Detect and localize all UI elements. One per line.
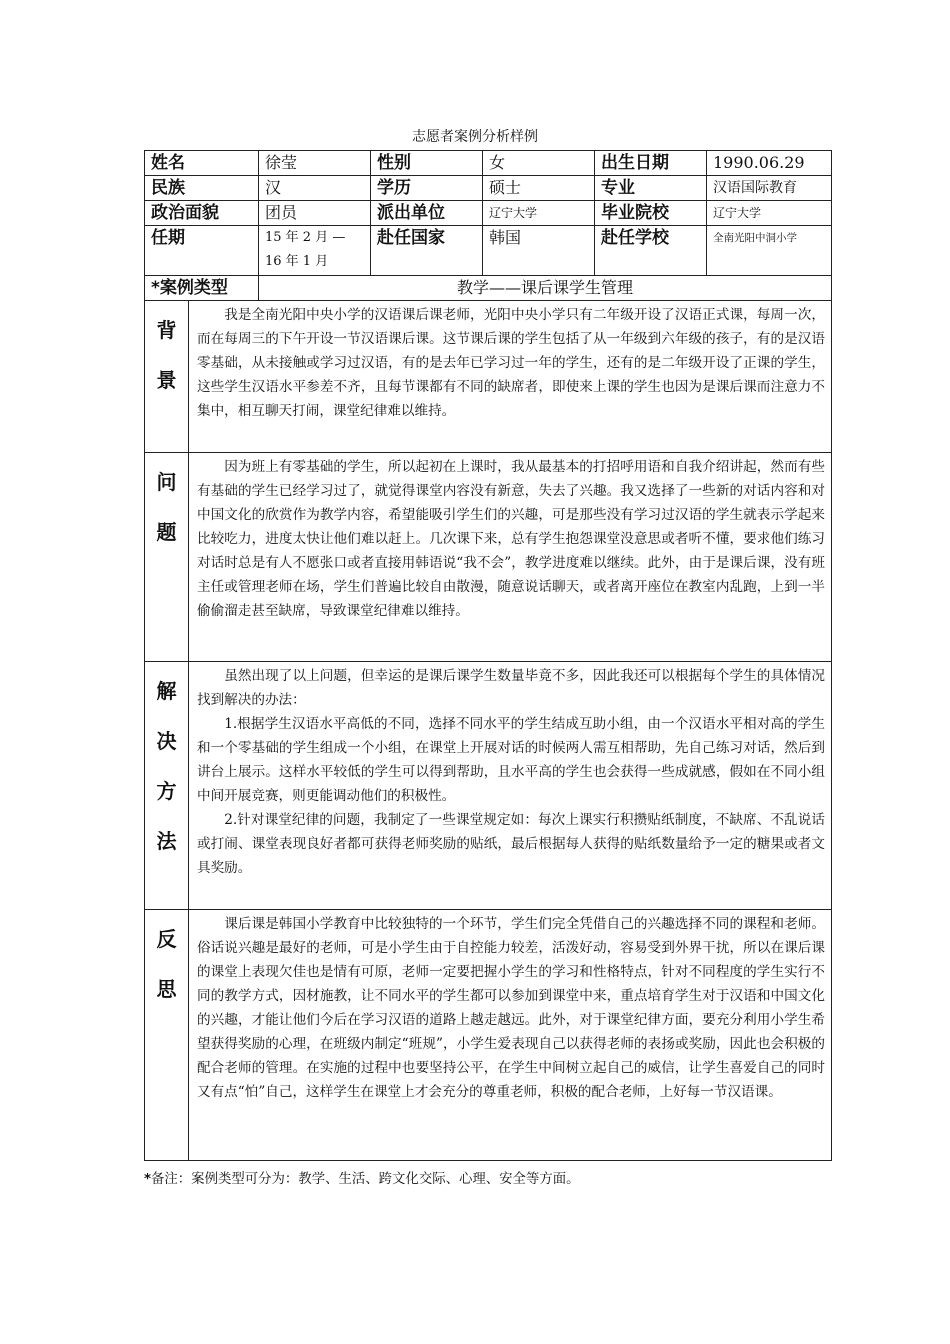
- problem-paragraph: 因为班上有零基础的学生，所以起初在上课时，我从最基本的打招呼用语和自我介绍讲起，然而有些有基础的学生已经学习过了，就觉得课堂内容没有新意，失去了兴趣。我又选择了一些新的对话内容和对中国文化的欣赏作为教学内容，希望能吸引学生们的兴趣，可是那些没有学习过汉语的学生就表示学起来比较吃力，进度太快让他们难以赶上。几次课下来，总有学生抱怨课堂没意思或者听不懂，要求他们练习对话时总是有人不愿张口或者直接用韩语说“我不会”，教学进度难以继续。此外，由于是课后课，没有班主任或管理老师在场，学生们普遍比较自由散漫，随意说话聊天，或者离开座位在教室内乱跑，上到一半偷偷溜走甚至缺席，导致课堂纪律难以维持。: [197, 459, 825, 619]
- solution-paragraph-1: 1.根据学生汉语水平高低的不同，选择不同水平的学生结成互助小组，由一个汉语水平相对高的学生和一个零基础的学生组成一个小组，在课堂上开展对话的时候两人需互相帮助，先自己练习对话，然后到讲台上展示。这样水平较低的学生可以得到帮助，且水平高的学生也会获得一些成就感，假如在不同小组中间开展竞赛，则更能调动他们的积极性。: [197, 716, 825, 804]
- gender-value: 女: [483, 151, 595, 176]
- host-country-value: 韩国: [483, 226, 595, 276]
- problem-label: 问 题: [145, 453, 189, 662]
- reflection-label: 反 思: [145, 910, 189, 1161]
- case-form-table: [144, 150, 832, 1161]
- solution-label: 解 决 方 法: [145, 662, 189, 910]
- background-section: [145, 301, 832, 453]
- solution-text: [189, 662, 832, 910]
- host-school-label: 赴任学校: [595, 226, 707, 276]
- political-status-label: 政治面貌: [145, 201, 259, 226]
- education-value: 硕士: [483, 176, 595, 201]
- reflection-paragraph: 课后课是韩国小学教育中比较独特的一个环节，学生们完全凭借自己的兴趣选择不同的课程和老师。俗话说兴趣是最好的老师，可是小学生由于自控能力较差，活泼好动，容易受到外界干扰，所以在课后课的课堂上表现欠佳也是情有可原，老师一定要把握小学生的学习和性格特点，针对不同程度的学生实行不同的教学方式，因材施教，让不同水平的学生都可以参加到课堂中来，重点培育学生对于汉语和中国文化的兴趣，才能让他们今后在学习汉语的道路上越走越远。此外，对于课堂纪律方面，要充分利用小学生希望获得奖励的心理，在班级内制定“班规”，小学生爱表现自己以获得老师的表扬或奖励，因此也会积极的配合老师的管理。在实施的过程中也要坚持公平，在学生中间树立起自己的威信，让学生喜爱自己的同时又有点“怕”自己，这样学生在课堂上才会充分的尊重老师，积极的配合老师，上好每一节汉语课。: [197, 916, 825, 1100]
- birth-date-label: 出生日期: [595, 151, 707, 176]
- problem-text: [189, 453, 832, 662]
- dispatch-unit-label: 派出单位: [371, 201, 483, 226]
- host-school-value: 全南光阳中洞小学: [707, 226, 832, 276]
- footnote-star: *: [144, 1172, 152, 1187]
- term-value-line1: 15 年 2 月 —: [265, 230, 346, 245]
- footnote: [144, 1168, 580, 1187]
- graduate-school-value: 辽宁大学: [707, 201, 832, 226]
- reflection-section: [145, 910, 832, 1161]
- birth-date-value: 1990.06.29: [707, 151, 832, 176]
- profile-row-4: [145, 226, 832, 276]
- solution-paragraph-intro: 虽然出现了以上问题，但幸运的是课后课学生数量毕竟不多，因此我还可以根据每个学生的具体情况找到解决的办法：: [197, 668, 825, 708]
- graduate-school-label: 毕业院校: [595, 201, 707, 226]
- profile-row-2: [145, 176, 832, 201]
- major-value: 汉语国际教育: [707, 176, 832, 201]
- background-paragraph: 我是全南光阳中央小学的汉语课后课老师，光阳中央小学只有二年级开设了汉语正式课，每周一次，而在每周三的下午开设一节汉语课后课。这节课后课的学生包括了从一年级到六年级的孩子，有的是汉语零基础，从未接触或学习过汉语，有的是去年已学习过一年的学生，还有的是二年级开设了正课的学生，这些学生汉语水平参差不齐，且每节课都有不同的缺席者，即使来上课的学生也因为是课后课而注意力不集中，相互聊天打闹，课堂纪律难以维持。: [197, 307, 825, 419]
- profile-row-3: [145, 201, 832, 226]
- ethnicity-value: 汉: [259, 176, 371, 201]
- problem-section: [145, 453, 832, 662]
- case-type-label: *案例类型: [145, 276, 259, 301]
- solution-section: [145, 662, 832, 910]
- term-value-line2: 16 年 1 月: [265, 254, 329, 269]
- term-label: 任期: [145, 226, 259, 276]
- gender-label: 性别: [371, 151, 483, 176]
- solution-paragraph-2: 2.针对课堂纪律的问题，我制定了一些课堂规定如：每次上课实行积攒贴纸制度，不缺席、不乱说话或打闹、课堂表现良好者都可获得老师奖励的贴纸，最后根据每人获得的贴纸数量给予一定的糖果或者文具奖励。: [197, 812, 825, 876]
- ethnicity-label: 民族: [145, 176, 259, 201]
- footnote-text: 备注：案例类型可分为：教学、生活、跨文化交际、心理、安全等方面。: [151, 1172, 580, 1187]
- term-value: [259, 226, 371, 276]
- background-text: [189, 301, 832, 453]
- host-country-label: 赴任国家: [371, 226, 483, 276]
- name-label: 姓名: [145, 151, 259, 176]
- dispatch-unit-value: 辽宁大学: [483, 201, 595, 226]
- document-title: 志愿者案例分析样例: [412, 129, 538, 145]
- profile-row-1: [145, 151, 832, 176]
- reflection-text: [189, 910, 832, 1161]
- case-type-value: 教学——课后课学生管理: [259, 276, 832, 301]
- background-label: 背 景: [145, 301, 189, 453]
- name-value: 徐莹: [259, 151, 371, 176]
- major-label: 专业: [595, 176, 707, 201]
- case-type-row: [145, 276, 832, 301]
- political-status-value: 团员: [259, 201, 371, 226]
- education-label: 学历: [371, 176, 483, 201]
